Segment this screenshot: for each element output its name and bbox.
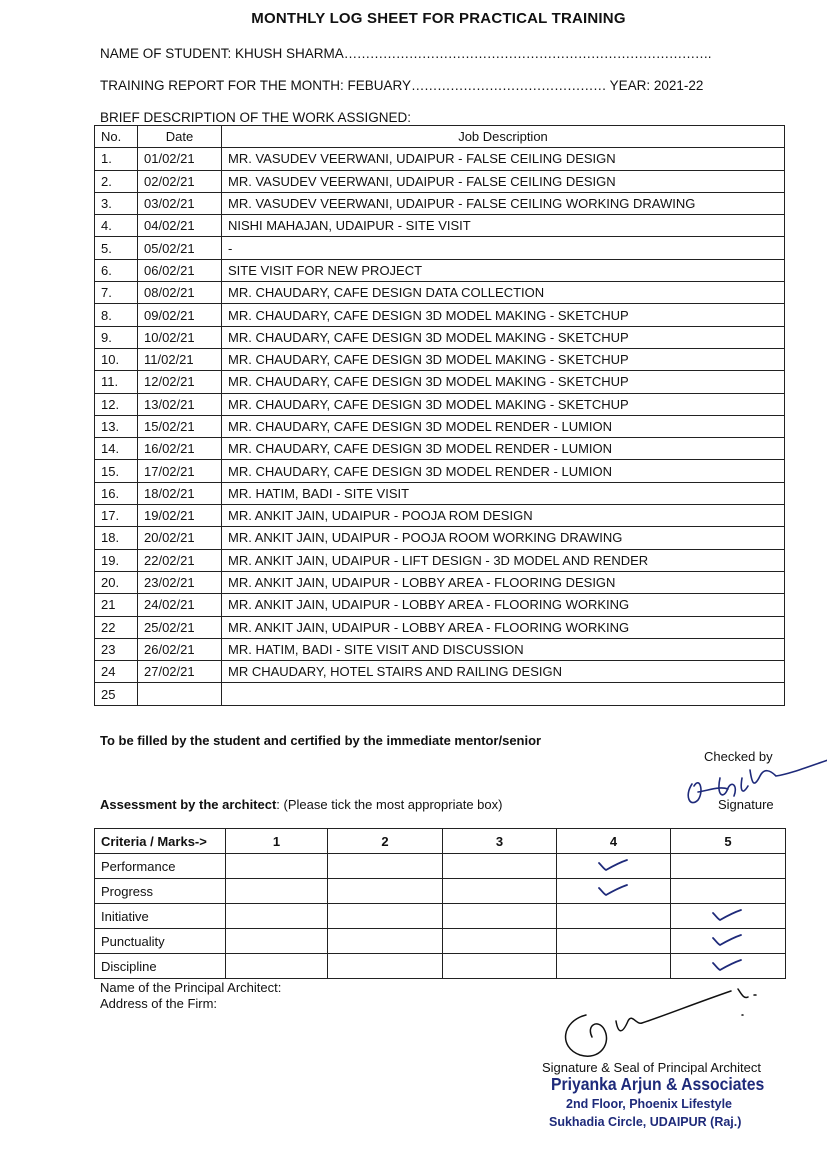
header-mark-5: 5 [671,829,786,854]
table-row [95,192,785,214]
tick-icon [711,935,743,950]
row-job-description: MR. VASUDEV VEERWANI, UDAIPUR - FALSE CEILING WORKING DRAWING [222,192,785,214]
assessment-body [95,854,786,979]
assessment-row [95,954,786,979]
stamp-city: Sukhadia Circle, UDAIPUR (Raj.) [549,1115,742,1129]
row-no: 20. [95,571,138,593]
principal-signature [556,985,766,1067]
table-row [95,638,785,660]
row-job-description: - [222,237,785,259]
row-job-description [222,683,785,705]
row-job-description: MR. CHAUDARY, CAFE DESIGN 3D MODEL RENDER - LUMION [222,438,785,460]
row-date: 09/02/21 [138,304,222,326]
header-mark-4: 4 [557,829,671,854]
firm-address-label: Address of the Firm: [100,996,218,1011]
mark-cell-4[interactable] [557,879,671,904]
row-job-description: MR. ANKIT JAIN, UDAIPUR - POOJA ROOM WORKING DRAWING [222,527,785,549]
criterion-label: Performance [95,854,226,879]
table-row [95,393,785,415]
criterion-label: Discipline [95,954,226,979]
table-row [95,148,785,170]
row-date: 17/02/21 [138,460,222,482]
row-date: 10/02/21 [138,326,222,348]
mark-cell-3[interactable] [443,929,557,954]
log-table [94,125,785,706]
row-job-description: MR. CHAUDARY, CAFE DESIGN 3D MODEL MAKING - SKETCHUP [222,348,785,370]
mark-cell-1[interactable] [226,954,328,979]
row-job-description: MR. CHAUDARY, CAFE DESIGN 3D MODEL RENDER - LUMION [222,460,785,482]
mark-cell-4[interactable] [557,954,671,979]
row-job-description: MR. ANKIT JAIN, UDAIPUR - LOBBY AREA - FLOORING DESIGN [222,571,785,593]
row-no: 17. [95,505,138,527]
row-no: 4. [95,215,138,237]
row-job-description: MR. VASUDEV VEERWANI, UDAIPUR - FALSE CEILING DESIGN [222,170,785,192]
row-no: 7. [95,282,138,304]
row-job-description: MR. CHAUDARY, CAFE DESIGN 3D MODEL MAKING - SKETCHUP [222,326,785,348]
row-no: 12. [95,393,138,415]
table-row [95,438,785,460]
row-no: 24 [95,661,138,683]
student-name-label: NAME OF STUDENT: KHUSH SHARMA [100,46,344,61]
month-label: TRAINING REPORT FOR THE MONTH: FEBUARY [100,78,412,93]
row-no: 13. [95,415,138,437]
mark-cell-4[interactable] [557,904,671,929]
row-no: 2. [95,170,138,192]
mark-cell-3[interactable] [443,854,557,879]
mark-cell-1[interactable] [226,879,328,904]
row-no: 16. [95,482,138,504]
mark-cell-5[interactable] [671,879,786,904]
row-date: 23/02/21 [138,571,222,593]
header-mark-1: 1 [226,829,328,854]
year-label: YEAR: 2021-22 [609,78,704,93]
header-mark-2: 2 [328,829,443,854]
mark-cell-2[interactable] [328,929,443,954]
row-job-description: MR CHAUDARY, HOTEL STAIRS AND RAILING DESIGN [222,661,785,683]
header-criteria: Criteria / Marks-> [95,829,226,854]
criterion-label: Initiative [95,904,226,929]
row-job-description: MR. CHAUDARY, CAFE DESIGN 3D MODEL MAKING - SKETCHUP [222,304,785,326]
row-job-description: MR. CHAUDARY, CAFE DESIGN 3D MODEL MAKING - SKETCHUP [222,393,785,415]
stamp-floor: 2nd Floor, Phoenix Lifestyle [566,1097,733,1111]
row-job-description: SITE VISIT FOR NEW PROJECT [222,259,785,281]
assessment-heading [100,797,502,812]
row-date: 27/02/21 [138,661,222,683]
row-date: 24/02/21 [138,594,222,616]
row-job-description: NISHI MAHAJAN, UDAIPUR - SITE VISIT [222,215,785,237]
row-job-description: MR. HATIM, BADI - SITE VISIT AND DISCUSSION [222,638,785,660]
table-row [95,371,785,393]
student-name-line [100,46,711,61]
row-no: 18. [95,527,138,549]
assessment-row [95,879,786,904]
row-job-description: MR. ANKIT JAIN, UDAIPUR - LOBBY AREA - FLOORING WORKING [222,594,785,616]
row-date: 08/02/21 [138,282,222,304]
log-table-body [95,148,785,705]
row-no: 1. [95,148,138,170]
table-row [95,348,785,370]
log-table-header [95,126,785,148]
signature-label: Signature [718,797,774,812]
row-date: 15/02/21 [138,415,222,437]
row-no: 8. [95,304,138,326]
brief-description-label: BRIEF DESCRIPTION OF THE WORK ASSIGNED: [100,110,412,125]
mark-cell-3[interactable] [443,904,557,929]
assessment-row [95,854,786,879]
row-no: 21 [95,594,138,616]
header-date: Date [138,126,222,148]
tick-icon [711,910,743,925]
table-row [95,170,785,192]
mark-cell-2[interactable] [328,954,443,979]
row-job-description: MR. ANKIT JAIN, UDAIPUR - LOBBY AREA - FLOORING WORKING [222,616,785,638]
mark-cell-5[interactable] [671,954,786,979]
row-date: 01/02/21 [138,148,222,170]
row-no: 6. [95,259,138,281]
header-job-description: Job Description [222,126,785,148]
row-date: 02/02/21 [138,170,222,192]
row-no: 25 [95,683,138,705]
row-date: 25/02/21 [138,616,222,638]
row-no: 9. [95,326,138,348]
row-date: 12/02/21 [138,371,222,393]
mark-cell-2[interactable] [328,854,443,879]
student-dots: …………………………………………………………………………. [343,46,712,61]
row-date: 18/02/21 [138,482,222,504]
mark-cell-4[interactable] [557,854,671,879]
table-row [95,415,785,437]
row-date: 03/02/21 [138,192,222,214]
mark-cell-5[interactable] [671,904,786,929]
table-row [95,594,785,616]
table-row [95,482,785,504]
table-row [95,683,785,705]
mark-cell-2[interactable] [328,879,443,904]
table-row [95,460,785,482]
mark-cell-1[interactable] [226,929,328,954]
tick-icon [597,885,629,900]
table-row [95,549,785,571]
principal-architect-label: Name of the Principal Architect: [100,980,282,995]
row-job-description: MR. CHAUDARY, CAFE DESIGN DATA COLLECTION [222,282,785,304]
checked-by-label: Checked by [704,749,773,764]
training-month-line [100,78,703,93]
mark-cell-3[interactable] [443,879,557,904]
header-no: No. [95,126,138,148]
row-date: 05/02/21 [138,237,222,259]
table-row [95,326,785,348]
mark-cell-2[interactable] [328,904,443,929]
row-no: 5. [95,237,138,259]
row-no: 11. [95,371,138,393]
assessment-row [95,929,786,954]
header-mark-3: 3 [443,829,557,854]
row-date [138,683,222,705]
assessment-table [94,828,786,979]
row-date: 22/02/21 [138,549,222,571]
row-date: 19/02/21 [138,505,222,527]
row-date: 16/02/21 [138,438,222,460]
row-no: 10. [95,348,138,370]
row-no: 22 [95,616,138,638]
row-no: 14. [95,438,138,460]
row-no: 19. [95,549,138,571]
fill-note: To be filled by the student and certified by the immediate mentor/senior [100,733,542,748]
row-date: 04/02/21 [138,215,222,237]
signature-seal-label: Signature & Seal of Principal Architect [542,1060,761,1075]
criterion-label: Punctuality [95,929,226,954]
row-job-description: MR. HATIM, BADI - SITE VISIT [222,482,785,504]
row-no: 15. [95,460,138,482]
table-row [95,259,785,281]
assessment-heading-bold: Assessment by the architect [100,797,277,812]
tick-icon [597,860,629,875]
table-row [95,616,785,638]
row-job-description: MR. VASUDEV VEERWANI, UDAIPUR - FALSE CEILING DESIGN [222,148,785,170]
mark-cell-5[interactable] [671,929,786,954]
month-dots: ……………………………………… [411,78,607,93]
row-date: 20/02/21 [138,527,222,549]
table-row [95,505,785,527]
table-row [95,215,785,237]
assessment-row [95,904,786,929]
row-no: 23 [95,638,138,660]
table-row [95,527,785,549]
row-date: 11/02/21 [138,348,222,370]
table-row [95,237,785,259]
table-row [95,304,785,326]
mark-cell-1[interactable] [226,904,328,929]
row-job-description: MR. CHAUDARY, CAFE DESIGN 3D MODEL RENDER - LUMION [222,415,785,437]
mark-cell-4[interactable] [557,929,671,954]
criterion-label: Progress [95,879,226,904]
page-title: MONTHLY LOG SHEET FOR PRACTICAL TRAINING [251,10,626,27]
table-row [95,571,785,593]
row-date: 26/02/21 [138,638,222,660]
row-job-description: MR. ANKIT JAIN, UDAIPUR - LIFT DESIGN - 3D MODEL AND RENDER [222,549,785,571]
row-job-description: MR. CHAUDARY, CAFE DESIGN 3D MODEL MAKING - SKETCHUP [222,371,785,393]
assessment-heading-rest: : (Please tick the most appropriate box) [276,797,503,812]
table-row [95,661,785,683]
row-job-description: MR. ANKIT JAIN, UDAIPUR - POOJA ROM DESIGN [222,505,785,527]
tick-icon [711,960,743,975]
mark-cell-1[interactable] [226,854,328,879]
mark-cell-3[interactable] [443,954,557,979]
assessment-header [95,829,786,854]
mark-cell-5[interactable] [671,854,786,879]
table-row [95,282,785,304]
stamp-firm-name: Priyanka Arjun & Associates [551,1074,765,1094]
row-date: 13/02/21 [138,393,222,415]
row-no: 3. [95,192,138,214]
row-date: 06/02/21 [138,259,222,281]
